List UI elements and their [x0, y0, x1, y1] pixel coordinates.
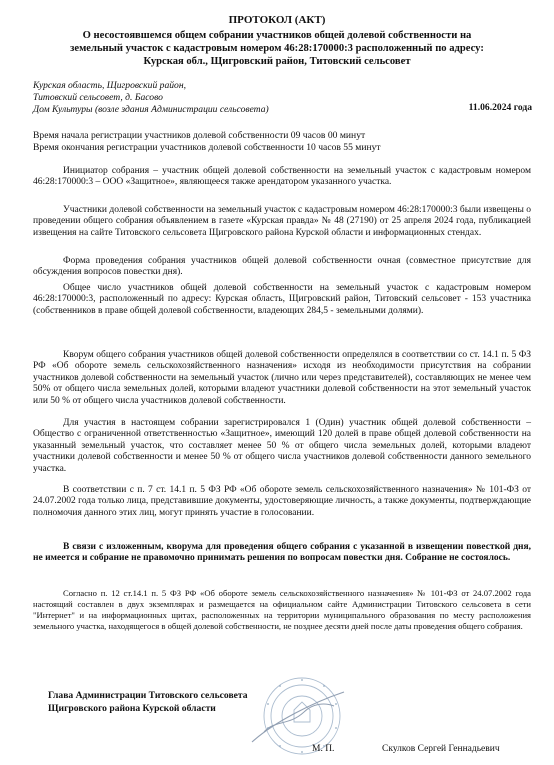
- location-line-1: Курская область, Щигровский район,: [33, 80, 187, 91]
- location-line-2: Титовский сельсовет, д. Басово: [33, 92, 163, 103]
- location-line-3: Дом Культуры (возле здания Администрации сельсовета): [33, 104, 269, 115]
- document-date: 11.06.2024 года: [468, 102, 532, 113]
- registration-end: Время окончания регистрации участников долевой собственности 10 часов 55 минут: [33, 142, 381, 153]
- signatory-title-line-1: Глава Администрации Титовского сельсовета: [48, 690, 248, 701]
- signatory-title-line-2: Щигровского района Курской области: [48, 703, 216, 714]
- signatory-name: Скулков Сергей Геннадьевич: [382, 744, 500, 754]
- document-title: ПРОТОКОЛ (АКТ): [228, 14, 326, 26]
- paragraph-voting-rights: В соответствии с п. 7 ст. 14.1 п. 5 ФЗ РФ «Об обороте земель сельскохозяйственного назначения» № 101-ФЗ от 24.07.2002 года только лица, представившие документы, удостоверяющие личность, а также документы, подтверждающие полномочия данного этих лиц, могут принять участие в голосовании.: [33, 485, 531, 518]
- subtitle-line-3: Курская обл., Щигровский район, Титовский сельсовет: [143, 56, 411, 67]
- paragraph-initiator: Инициатор собрания – участник общей долевой собственности на земельный участок с кадастровым номером 46:28:170000:3 – ООО «Защитное», являющееся также арендатором указанного участка.: [33, 166, 531, 188]
- registration-start: Время начала регистрации участников долевой собственности 09 часов 00 минут: [33, 130, 366, 141]
- paragraph-conclusion: В связи с изложенным, кворума для проведения общего собрания с указанной в извещении повесткой дня, не имеется и собрание не правомочно принимать решения по вопросам повестки дня. Собрание не состоялось.: [33, 542, 531, 564]
- paragraph-notification: Участники долевой собственности на земельный участок с кадастровым номером 46:28:170000:3 были извещены о проведении общего собрания объявлением в газете «Курская правда» № 48 (27190) от 25 апреля 2024 года, публикацией извещения на сайте Титовского сельсовета Щигровского района Курской области и информационных стендах.: [33, 205, 531, 238]
- paragraph-publication: Согласно п. 12 ст.14.1 п. 5 ФЗ РФ «Об обороте земель сельскохозяйственного назначения» № 101-ФЗ от 24.07.2002 года настоящий составлен в двух экземплярах и размещается на официальном сайте Администрации Титовского сельсовета в сети "Интернет" и на информационных щитах, расположенных на территории муниципального образования по месту расположения земельного участка, находящегося в общей долевой собственности, не позднее десяти дней после даты проведения общего собрания.: [33, 588, 531, 631]
- official-stamp: [244, 672, 354, 760]
- paragraph-form: Форма проведения собрания участников общей долевой собственности очная (совместное присутствие для обсуждения вопросов повестки дня).: [33, 256, 531, 278]
- paragraph-registered: Для участия в настоящем собрании зарегистрировался 1 (Один) участник общей долевой собственности – Общество с ограниченной ответственностью «Защитное», имеющий 120 долей в праве общей долевой собственности на указанный земельный участок, что составляет менее 50 % от общего числа земельных долей, которыми владеют участники долевой собственности и менее 50 % от общего числа участников долевой собственности данного земельного участка.: [33, 418, 531, 474]
- subtitle-line-1: О несостоявшемся общем собрании участников общей долевой собственности на: [82, 30, 472, 41]
- seal-place-label: М. П.: [312, 744, 335, 754]
- paragraph-participants-count: Общее число участников общей долевой собственности на земельный участок с кадастровым номером 46:28:170000:3, расположенный по адресу: Курская область, Щигровский район, Титовский сельсовет - 153 участника (собственников в праве общей долевой собственности, владеющих 284,5 - земельными долями).: [33, 283, 531, 316]
- paragraph-quorum: Кворум общего собрания участников общей долевой собственности определялся в соответствии со ст. 14.1 п. 5 ФЗ РФ «Об обороте земель сельскохозяйственного назначения» исходя из необходимости присутствия на собрании участников долевой собственности на земельный участок (лично или через представителей), составляющих не менее чем 50% от общего числа земельных долей, которыми владеют участники долевой собственности на этот земельный участок или 50 % от общего числа участников долевой собственности.: [33, 350, 531, 406]
- subtitle-line-2: земельный участок с кадастровым номером 46:28:170000:3 расположенный по адресу:: [70, 43, 484, 54]
